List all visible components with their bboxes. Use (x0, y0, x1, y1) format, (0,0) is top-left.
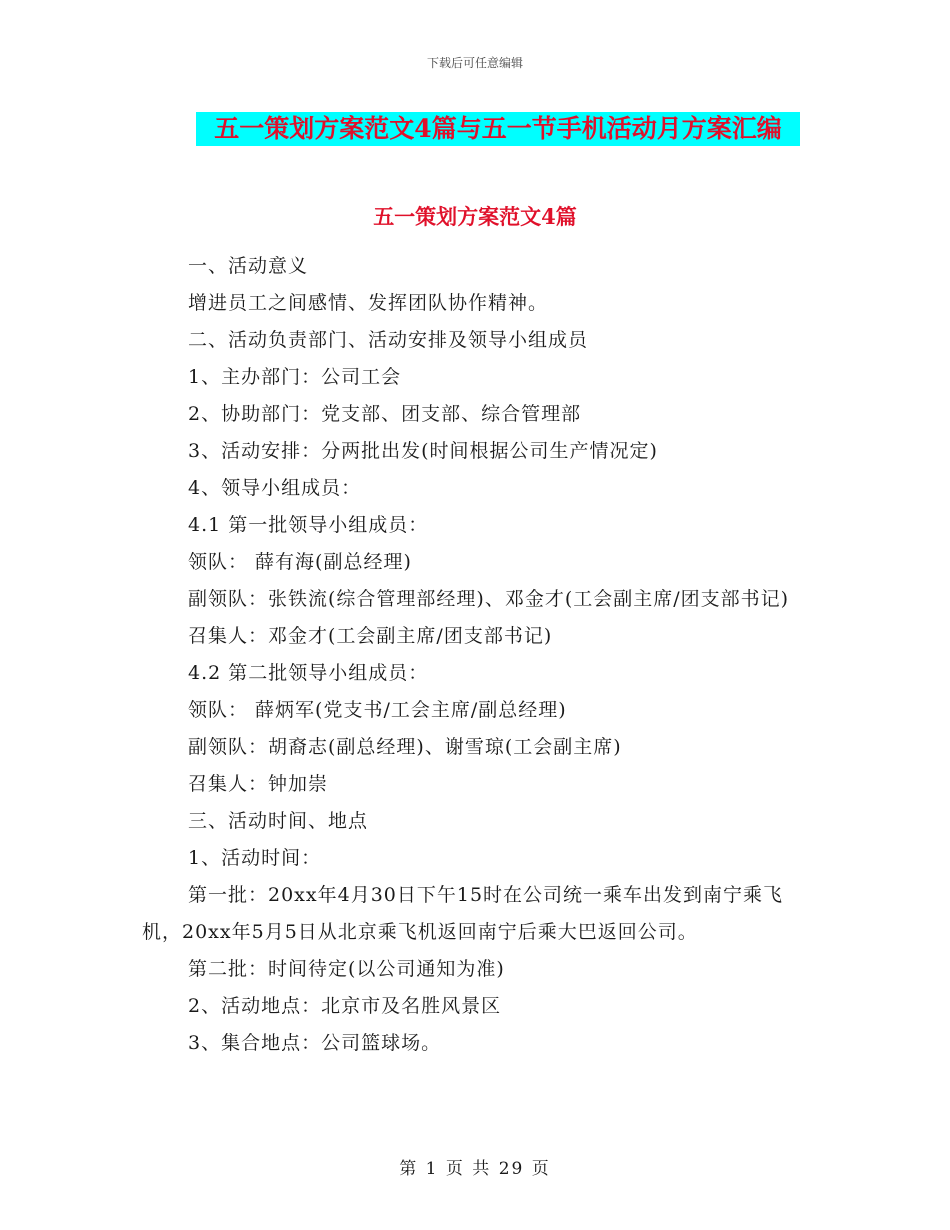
paragraph: 一、活动意义 (188, 255, 309, 277)
paragraph: 1、主办部门：公司工会 (188, 366, 402, 388)
document-body (142, 248, 812, 1062)
paragraph: 4.2 第二批领导小组成员： (188, 662, 429, 684)
paragraph: 第一批：20xx年4月30日下午15时在公司统一乘车出发到南宁乘飞机，20xx年5月5日从北京乘飞机返回南宁后乘大巴返回公司。 (142, 884, 784, 943)
paragraph: 领队： 薛炳军(党支书/工会主席/副总经理) (188, 699, 567, 721)
paragraph: 召集人：钟加崇 (188, 773, 329, 795)
paragraph: 2、活动地点：北京市及名胜风景区 (188, 995, 502, 1017)
paragraph: 领队： 薛有海(副总经理) (188, 551, 412, 573)
paragraph: 召集人：邓金才(工会副主席/团支部书记) (188, 625, 553, 647)
paragraph: 4、领导小组成员： (188, 477, 362, 499)
paragraph: 2、协助部门：党支部、团支部、综合管理部 (188, 403, 582, 425)
paragraph: 1、活动时间： (188, 847, 322, 869)
paragraph: 3、集合地点：公司篮球场。 (188, 1032, 442, 1054)
document-title: 五一策划方案范文4篇与五一节手机活动月方案汇编 (196, 112, 800, 146)
header-note: 下载后可任意编辑 (426, 56, 523, 70)
paragraph: 3、活动安排：分两批出发(时间根据公司生产情况定) (188, 440, 658, 462)
paragraph: 第二批：时间待定(以公司通知为准) (188, 958, 505, 980)
paragraph: 副领队：胡裔志(副总经理)、谢雪琼(工会副主席) (188, 736, 622, 758)
section-title: 五一策划方案范文4篇 (373, 204, 577, 229)
page-footer: 第 1 页 共 29 页 (399, 1159, 551, 1179)
paragraph: 4.1 第一批领导小组成员： (188, 514, 429, 536)
paragraph: 二、活动负责部门、活动安排及领导小组成员 (188, 329, 589, 351)
paragraph: 副领队：张铁流(综合管理部经理)、邓金才(工会副主席/团支部书记) (188, 588, 790, 610)
paragraph: 增进员工之间感情、发挥团队协作精神。 (188, 292, 549, 314)
paragraph: 三、活动时间、地点 (188, 810, 369, 832)
